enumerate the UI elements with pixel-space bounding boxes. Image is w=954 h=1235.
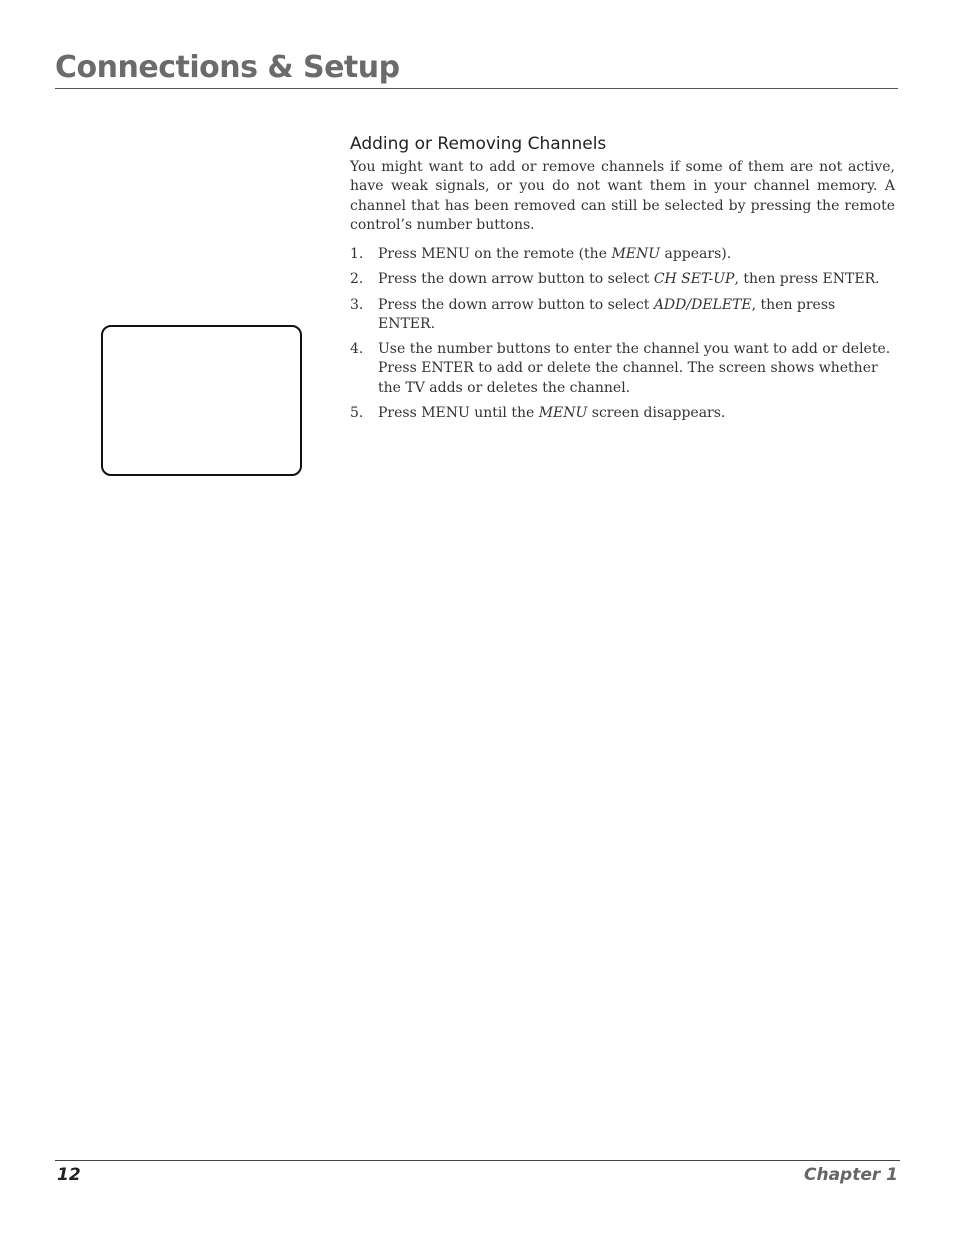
step-item: [350, 404, 895, 423]
chapter-label: Chapter 1: [803, 1165, 898, 1185]
title-divider: [55, 88, 898, 89]
step-number: 1.: [350, 246, 364, 262]
footer-divider: [55, 1160, 900, 1161]
step-text: Press MENU until the MENU screen disappears.: [378, 405, 726, 422]
step-number: 5.: [350, 405, 364, 422]
step-number: 3.: [350, 296, 364, 313]
step-text: Press the down arrow button to select ADD/DELETE, then press ENTER.: [378, 296, 836, 332]
step-text: Press MENU on the remote (the MENU appears).: [378, 246, 732, 262]
step-text: Press the down arrow button to select CH SET-UP, then press ENTER.: [378, 271, 880, 288]
steps-list: [350, 245, 895, 429]
step-item: [350, 296, 895, 335]
tv-screen-illustration: [101, 325, 302, 476]
section-heading: Adding or Removing Channels: [350, 134, 607, 154]
step-text: Use the number buttons to enter the channel you want to add or delete. Press ENTER to add or delete the channel. The screen shows whether the TV adds or deletes the channel.: [378, 341, 891, 396]
step-item: [350, 270, 895, 289]
page-number: 12: [57, 1165, 81, 1185]
step-number: 2.: [350, 271, 364, 288]
step-item: [350, 340, 895, 398]
step-item: [350, 245, 895, 264]
page-title: Connections & Setup: [55, 50, 400, 85]
step-number: 4.: [350, 341, 364, 358]
intro-paragraph: You might want to add or remove channels if some of them are not active, have weak signals, or you do not want them in your channel memory. A channel that has been removed can still be selected by pressing the remote control’s number buttons.: [350, 159, 895, 233]
